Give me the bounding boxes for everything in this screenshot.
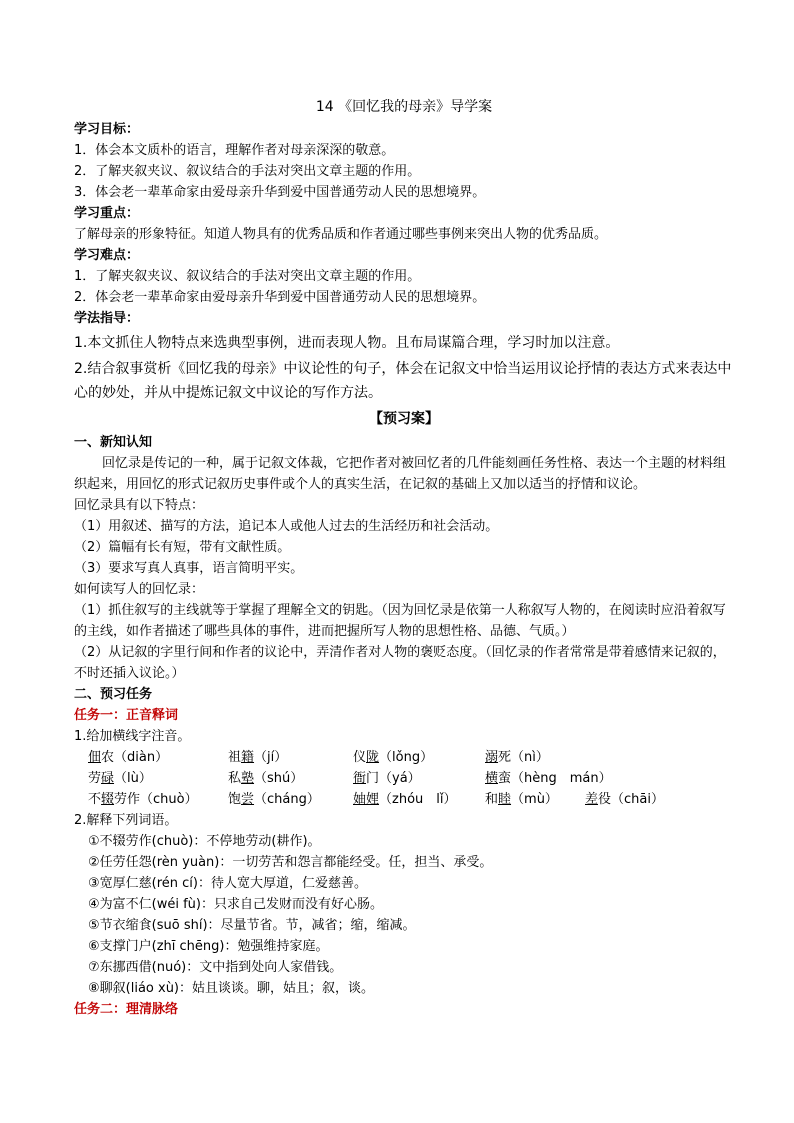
pinyin-row [74,747,734,768]
section1-heading: 一、新知认知 [74,435,153,450]
pinyin-item: 差役（chāi） [585,792,664,807]
goals-heading: 学习目标： [74,122,140,137]
pinyin-item: 饱尝（cháng） [228,792,320,807]
definition-item: ②任劳任怨(rèn yuàn)：一切劳苦和怨言都能经受。任，担当、承受。 [88,855,493,870]
difficulty-heading: 学习难点： [74,248,140,263]
pinyin-row [74,789,734,810]
howto-item: （1）抓住叙写的主线就等于掌握了理解全文的钥匙。（因为回忆录是依第一人称叙写人物的，在阅读时应沿着叙写的主线，如作者描述了哪些具体的事件，进而把握所写人物的思想性格、品德、气质。） [74,603,726,639]
difficulty-item: 1．了解夹叙夹议、叙议结合的手法对突出文章主题的作用。 [74,269,421,284]
pinyin-item: 衙门（yá） [353,771,421,786]
task1-heading: 任务一：正音释词 [74,708,179,723]
goal-item: 2．了解夹叙夹议、叙议结合的手法对突出文章主题的作用。 [74,164,421,179]
key-text: 了解母亲的形象特征。知道人物具有的优秀品质和作者通过哪些事例来突出人物的优秀品质。 [74,227,608,242]
pinyin-row [74,768,734,789]
method-item: 2.结合叙事赏析《回忆我的母亲》中议论性的句子，体会在记叙文中恰当运用议论抒情的表达方式来表达中心的妙处，并从中提炼记叙文中议论的写作方法。 [74,361,732,401]
definition-item: ⑤节衣缩食(suō shí)：尽量节省。节，减省；缩，缩减。 [88,918,416,933]
definition-item: ⑥支撑门户(zhī chēng)：勉强维持家庭。 [88,939,329,954]
section1-paragraph: 回忆录是传记的一种，属于记叙文体裁，它把作者对被回忆者的几件能刻画任务性格、表达一个主题的材料组织起来，用回忆的形式记叙历史事件或个人的真实生活，在记叙的基础上又加以适当的抒情和议论。 [74,456,727,492]
goal-item: 1．体会本文质朴的语言，理解作者对母亲深深的敬意。 [74,143,395,158]
method-heading: 学法指导： [74,311,140,326]
feature-item: （2）篇幅有长有短，带有文献性质。 [74,540,291,555]
pinyin-item: 不辍劳作（chuò） [88,792,198,807]
method-item: 1.本文抓住人物特点来选典型事例，进而表现人物。且布局谋篇合理，学习时加以注意。 [74,335,620,351]
pinyin-item: 祖籍（jí） [228,750,288,765]
feature-item: （1）用叙述、描写的方法，追记本人或他人过去的生活经历和社会活动。 [74,519,499,534]
definition-item: ④为富不仁(wéi fù)：只求自己发财而没有好心肠。 [88,897,383,912]
howto-heading: 如何读写人的回忆录： [74,582,205,597]
howto-item: （2）从记叙的字里行间和作者的议论中，弄清作者对人物的褒贬态度。（回忆录的作者常常是带着感情来记叙的，不时还插入议论。） [74,645,726,681]
pinyin-item: 横蛮（hèng mán） [485,771,612,786]
pinyin-item: 劳碌（lù） [88,771,152,786]
definition-item: ①不辍劳作(chuò)：不停地劳动(耕作)。 [88,834,321,849]
features-heading: 回忆录具有以下特点： [74,498,205,513]
definition-item: ⑧聊叙(liáo xù)：姑且谈谈。聊，姑且；叙，谈。 [88,981,375,996]
pinyin-item: 私塾（shú） [228,771,304,786]
task2-heading: 任务二：理清脉络 [74,1002,179,1017]
question-1: 1.给加横线字注音。 [74,729,191,744]
pinyin-item: 佃农（diàn） [88,750,169,765]
difficulty-item: 2．体会老一辈革命家由爱母亲升华到爱中国普通劳动人民的思想境界。 [74,290,486,305]
pinyin-item: 和睦（mù） [485,792,558,807]
question-2: 2.解释下列词语。 [74,813,178,828]
key-heading: 学习重点： [74,206,140,221]
pinyin-item: 仪陇（lǒng） [353,750,434,765]
preview-title: 【预习案】 [369,411,439,427]
feature-item: （3）要求写真人真事，语言简明平实。 [74,561,304,576]
goal-item: 3．体会老一辈革命家由爱母亲升华到爱中国普通劳动人民的思想境界。 [74,185,486,200]
page-title: 14 《回忆我的母亲》导学案 [315,99,493,115]
pinyin-item: 妯娌（zhóu lǐ） [353,792,457,807]
definition-item: ⑦东挪西借(nuó)：文中指到处向人家借钱。 [88,960,343,975]
document-page [74,97,734,1020]
definition-item: ③宽厚仁慈(rén cí)：待人宽大厚道，仁爱慈善。 [88,876,367,891]
section2-heading: 二、预习任务 [74,687,153,702]
pinyin-item: 溺死（nì） [485,750,549,765]
